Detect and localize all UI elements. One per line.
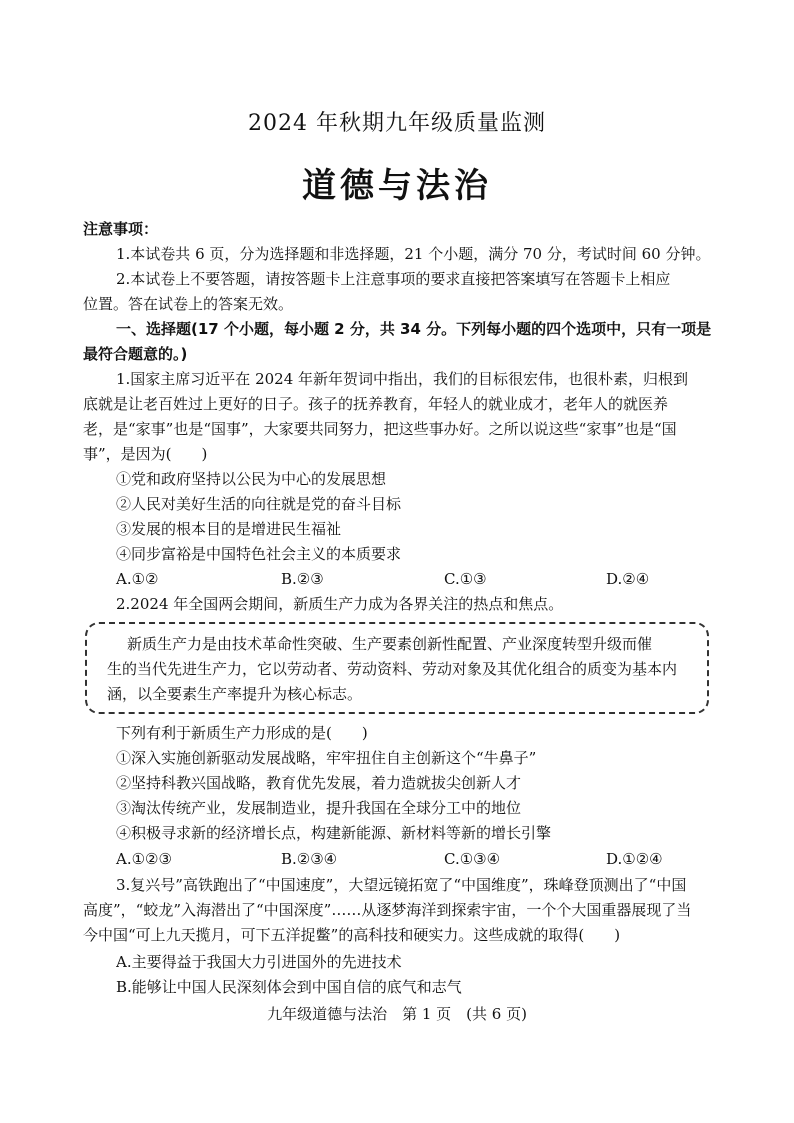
q2-intro: 2.2024 年全国两会期间，新质生产力成为各界关注的热点和焦点。: [116, 595, 564, 613]
q1-stem-line-2: 底就是让老百姓过上更好的日子。孩子的抚养教育，年轻人的就业成才，老年人的就医养: [83, 395, 669, 413]
q3-stem-line-1: 3.复兴号”高铁跑出了“中国速度”，大望远镜拓宽了“中国维度”，珠峰登顶测出了“中国: [116, 876, 687, 894]
exam-title: 2024 年秋期九年级质量监测: [248, 111, 546, 136]
q3-choice-b: B.能够让中国人民深刻体会到中国自信的底气和志气: [116, 978, 462, 996]
q1-option-c: C.①③: [444, 570, 487, 588]
q1-option-d: D.②④: [606, 570, 650, 588]
q2-option-c: C.①③④: [444, 850, 501, 868]
q3-stem-line-2: 高度”，“蛟龙”入海潜出了“中国深度”……从逐梦海洋到探索宇宙，一个个大国重器展现了当: [83, 901, 692, 919]
material-box: [85, 622, 709, 714]
q2-statement-2: ②坚持科教兴国战略，教育优先发展，着力造就拔尖创新人才: [116, 774, 522, 792]
subject-title: 道德与法治: [302, 166, 492, 206]
q3-stem-line-3: 今中国“可上九天揽月，可下五洋捉鳖”的高科技和硬实力。这些成就的取得( ): [83, 926, 621, 944]
q2-statement-1: ①深入实施创新驱动发展战略，牢牢扭住自主创新这个“牛鼻子”: [116, 749, 537, 767]
page-footer: 九年级道德与法治 第 1 页 (共 6 页): [267, 1005, 527, 1023]
notice-item-1: 1.本试卷共 6 页，分为选择题和非选择题，21 个小题，满分 70 分，考试时间 60 分钟。: [116, 245, 711, 263]
q1-statement-3: ③发展的根本目的是增进民生福祉: [116, 520, 342, 538]
section-1-heading-line-2: 最符合题意的。): [83, 345, 188, 363]
q2-option-d: D.①②④: [606, 850, 663, 868]
notice-item-2-line-1: 2.本试卷上不要答题，请按答题卡上注意事项的要求直接把答案填写在答题卡上相应: [116, 270, 671, 288]
q1-statement-4: ④同步富裕是中国特色社会主义的本质要求: [116, 545, 402, 563]
q3-choice-a: A.主要得益于我国大力引进国外的先进技术: [116, 953, 402, 971]
q2-question: 下列有利于新质生产力形成的是( ): [116, 724, 368, 742]
q1-statement-1: ①党和政府坚持以公民为中心的发展思想: [116, 470, 387, 488]
q1-stem-line-4: 事”，是因为( ): [83, 445, 208, 463]
notice-item-2-line-2: 位置。答在试卷上的答案无效。: [83, 295, 294, 313]
material-line-3: 涵，以全要素生产率提升为核心标志。: [107, 685, 363, 703]
q2-statement-4: ④积极寻求新的经济增长点，构建新能源、新材料等新的增长引擎: [116, 824, 552, 842]
q2-options: [116, 848, 716, 870]
material-line-2: 生的当代先进生产力，它以劳动者、劳动资料、劳动对象及其优化组合的质变为基本内: [107, 660, 678, 678]
q2-option-a: A.①②③: [116, 850, 172, 868]
q1-stem-line-1: 1.国家主席习近平在 2024 年新年贺词中指出，我们的目标很宏伟，也很朴素，归根到: [116, 370, 689, 388]
q2-option-b: B.②③④: [281, 850, 338, 868]
q2-statement-3: ③淘汰传统产业，发展制造业，提升我国在全球分工中的地位: [116, 799, 522, 817]
q1-options: [116, 568, 716, 590]
section-1-heading-line-1: 一、选择题(17 个小题，每小题 2 分，共 34 分。下列每小题的四个选项中，只有一项是: [116, 320, 712, 338]
q1-option-a: A.①②: [116, 570, 159, 588]
notice-heading: 注意事项：: [83, 220, 159, 238]
q1-statement-2: ②人民对美好生活的向往就是党的奋斗目标: [116, 495, 402, 513]
q1-stem-line-3: 老，是“家事”也是“国事”，大家要共同努力，把这些事办好。之所以说这些“家事”也是“国: [83, 420, 677, 438]
q1-option-b: B.②③: [281, 570, 324, 588]
material-line-1: 新质生产力是由技术革命性突破、生产要素创新性配置、产业深度转型升级而催: [127, 635, 653, 653]
